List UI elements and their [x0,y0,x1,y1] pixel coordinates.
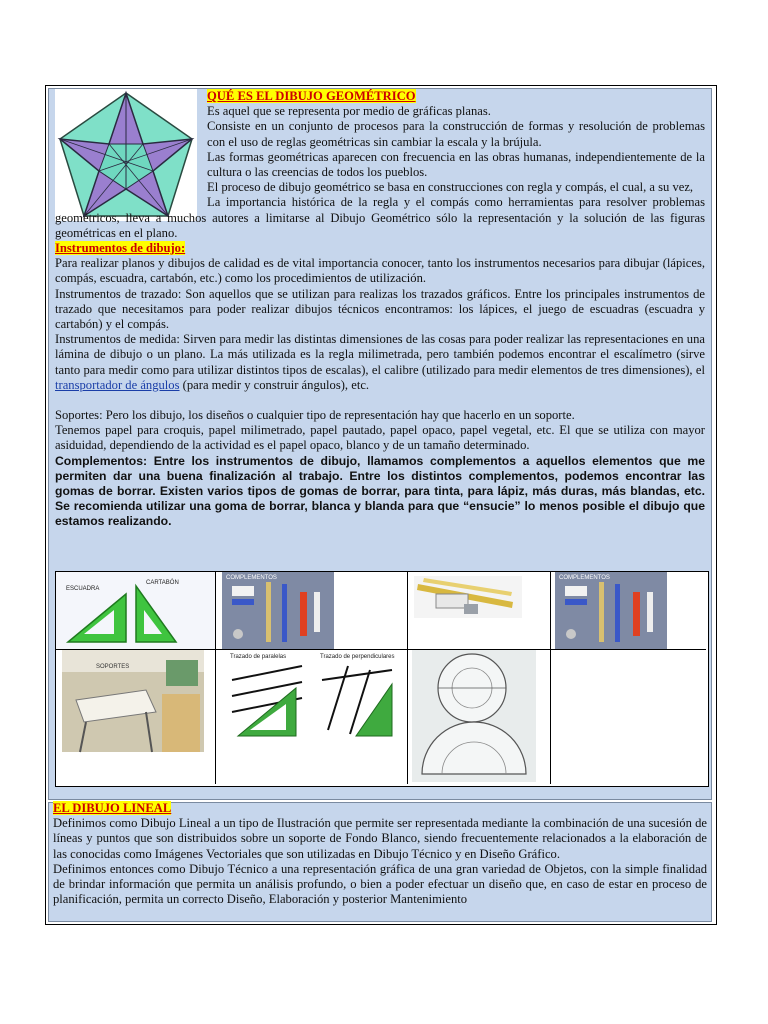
paragraph: Tenemos papel para croquis, papel milimetrado, papel pautado, papel opaco, papel vegetal, etc. El que se utiliza con mayor asiduidad, dependiendo de la actividad es el papel opaco, blanco y de un tamaño determinado. [55,423,705,453]
paragraph: La importancia histórica de la regla y el compás como herramientas para resolver problemas geométricos, lleva a muchos autores a limitarse al Dibujo Geométrico sólo la representación y la solución de las figuras geométricas en el plano. [55,195,705,240]
paragraph: Las formas geométricas aparecen con frecuencia en las obras humanas, independientemente de la cultura o las creencias de todos los pueblos. [207,149,705,180]
instrumentos-title: Instrumentos de dibujo: [55,241,186,256]
paragraph: Instrumentos de trazado: Son aquellos que se utilizan para realizas los trazados gráficos. Entre los principales instrumentos de trazado que necesitamos para poder realizar dibujos técnicos encontramos: los lápices, el juego de escuadras (escuadra y cartabón) y el compás. [55,286,705,332]
section-dibujo-geometrico [48,88,712,800]
soportes-label: SOPORTES [96,664,130,670]
paragraph-medida [55,332,705,393]
complementos-image-2 [551,572,706,650]
transportador-link[interactable]: transportador de ángulos [55,377,180,392]
paragraph: Consiste en un conjunto de procesos para la construcción de formas y resolución de problemas con el uso de reglas geométricas sin cambiar la escala y la brújula. [207,119,705,149]
document-page [45,85,717,925]
cartabon-label: CARTABÓN [146,580,179,586]
section2-text [53,801,707,907]
escuadra-cartabon-image [56,572,216,650]
complementos-label: COMPLEMENTOS [226,575,277,581]
trazado-image [216,650,408,784]
empty-cell [551,650,706,784]
paragraph: Definimos entonces como Dibujo Técnico a una representación gráfica de una gran variedad de Objetos, con la simple finalidad de brindar información que permita un análisis profundo, o bien a poder efectuar un diseño que, en caso de estar en proceso de planificación, permita un correcto Diseño, Elaboración y posterior Mantenimiento [53,861,707,907]
complementos-image-1 [216,572,408,650]
paragraph-text: (para medir y construir ángulos), etc. [179,377,370,392]
escuadra-label: ESCUADRA [66,586,100,592]
paragraph: Es aquel que se representa por medio de gráficas planas. [207,104,491,119]
section2-title: EL DIBUJO LINEAL [53,801,172,815]
complementos-paragraph: Complementos: Entre los instrumentos de dibujo, llamamos complementos a aquellos elementos que me permiten dar una buena finalización al trabajo. Entre los distintos complementos, podemos encontrar las gomas de borrar. Existen varios tipos de gomas de borrar, para tinta, para lápiz, más duras, más blandas, etc. Se recomienda utilizar una goma de borrar, blanca y blanda para que “ensucie” lo menos posible el dibujo que estamos realizando. [55,453,705,529]
section-dibujo-lineal [48,802,712,922]
paragraph: El proceso de dibujo geométrico se basa en construcciones con regla y compás, el cual, a su vez, [207,180,694,195]
paralelas-label: Trazado de paralelas [230,654,287,660]
paragraph: Definimos como Dibujo Lineal a un tipo de Ilustración que permite ser representada mediante la combinación de una sucesión de líneas y puntos que son distribuidos sobre un soporte de Fondo Blanco, siendo frecuentemente relacionados a la elaboración de las conocidas como Imágenes Vectoriales que son utilizadas en Dibujo Técnico y en Diseño Gráfico. [53,816,707,861]
images-table [55,571,709,787]
paragraph: Soportes: Pero los dibujo, los diseños o cualquier tipo de representación hay que hacerlo en un soporte. [55,408,575,423]
section1-title: QUÉ ES EL DIBUJO GEOMÉTRICO [207,89,416,103]
paragraph: Para realizar planos y dibujos de calidad es de vital importancia conocer, tanto los instrumentos necesarios para dibujar (lápices, compás, escuadra, cartabón, etc.) como los procedimientos de utilización. [55,256,705,286]
section1-text [55,89,705,530]
perpendiculares-label: Trazado de perpendiculares [320,654,395,660]
soportes-image [56,650,216,784]
paragraph-text: Instrumentos de medida: Sirven para medir las distintas dimensiones de las cosas para poder realizar las representaciones en una lámina de dibujo o un plano. La más utilizada es la regla milimetrada, pero también podemos encontrar el escalímetro (sirve tanto para medir como para utilizar distintos tipos de escalas), el calibre (utilizado para medir elementos de tres dimensiones), el [55,332,705,377]
transportador-image [408,650,551,784]
pencils-sharpener-image [408,572,551,650]
complementos-label: COMPLEMENTOS [559,575,610,581]
